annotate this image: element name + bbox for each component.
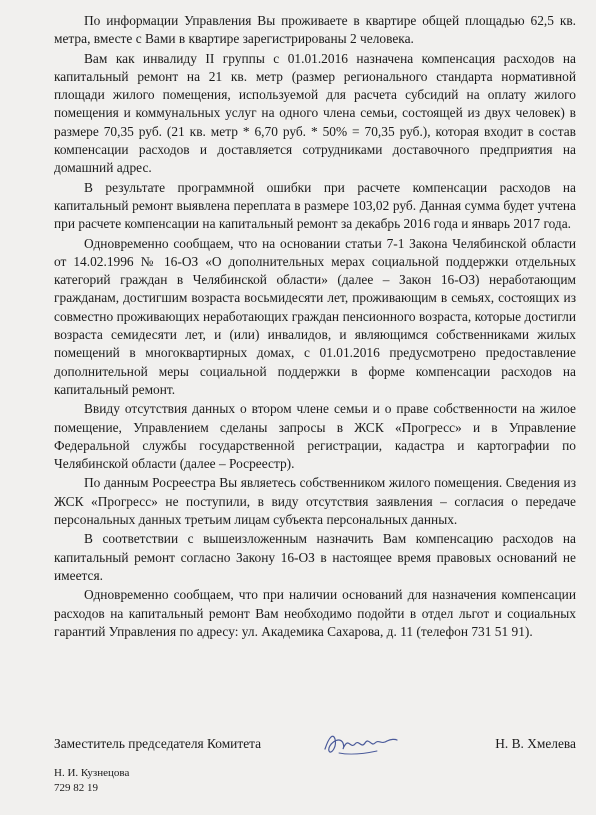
paragraph-requests: Ввиду отсутствия данных о втором члене семьи и о праве собственности на жилое помещение, Управлением сделаны запросы в ЖСК «Прогресс» и в Управление Федеральной службы государственной регистрации, кадастра и картографии по Челябинской области (далее – Росреестр). [54,401,576,472]
executor-phone: 729 82 19 [54,782,98,794]
signatory-title: Заместитель председателя Комитета [54,736,262,751]
paragraph-conclusion: В соответствии с вышеизложенным назначить Вам компенсацию расходов на капитальный ремонт согласно Закону 16-ОЗ в настоящее время правовых оснований не имеется. [54,531,576,583]
paragraph-compensation: Вам как инвалиду II группы с 01.01.2016 назначена компенсация расходов на капитальный ремонт на 21 кв. метр (размер регионального стандарта нормативной площади жилого помещения, используемой для расчета субсидий на оплату жилого помещения и коммунальных услуг на одного члена семьи, состоящей из двух человек) в размере 70,35 руб. (21 кв. метр * 6,70 руб. * 50% = 70,35 руб.), которая входит в состав компенсации расходов и доставляется сотрудниками доставочного предприятия на домашний адрес. [54,50,576,176]
signature-block [54,731,576,757]
handwritten-signature [319,727,399,761]
paragraph-residence: По информации Управления Вы проживаете в квартире общей площадью 62,5 кв. метра, вместе с Вами в квартире зарегистрированы 2 человека. [54,13,576,47]
paragraph-overpayment: В результате программной ошибки при расчете компенсации расходов на капитальный ремонт выявлена переплата в размере 103,02 руб. Данная сумма будет учтена при расчете компенсации на капитальный ремонт за декабрь 2016 года и январь 2017 года. [54,179,576,232]
signatory-name: Н. В. Хмелева [495,736,576,751]
executor-name: Н. И. Кузнецова [54,767,130,779]
paragraph-law: Одновременно сообщаем, что на основании статьи 7-1 Закона Челябинской области от 14.02.1996 № 16-ОЗ «О дополнительных мерах социальной поддержки отдельных категорий граждан в Челябинской области» (далее – Закон 16-ОЗ) неработающим гражданам, достигшим возраста восьмидесяти лет, проживающим в семьях, состоящих из совместно проживающих неработающих граждан пенсионного возраста, которые достигли возраста семидесяти лет, и (или) инвалидов, и являющимся собственниками жилых помещений в многоквартирных домах, с 01.01.2016 предусмотрено предоставление дополнительной меры социальной поддержки в форме компенсации расходов на капитальный ремонт. [54,235,576,397]
paragraph-instructions: Одновременно сообщаем, что при наличии оснований для назначения компенсации расходов на капитальный ремонт Вам необходимо подойти в отдел льгот и социальных гарантий Управления по адресу: ул. Академика Сахарова, д. 11 (телефон 731 51 91). [54,587,576,639]
executor-info [54,766,129,796]
paragraph-rosreestr: По данным Росреестра Вы являетесь собственником жилого помещения. Сведения из ЖСК «Прогресс» не поступили, в виду отсутствия заявления – согласия о передаче персональных данных третьим лицам субъекта персональных данных. [54,475,576,528]
